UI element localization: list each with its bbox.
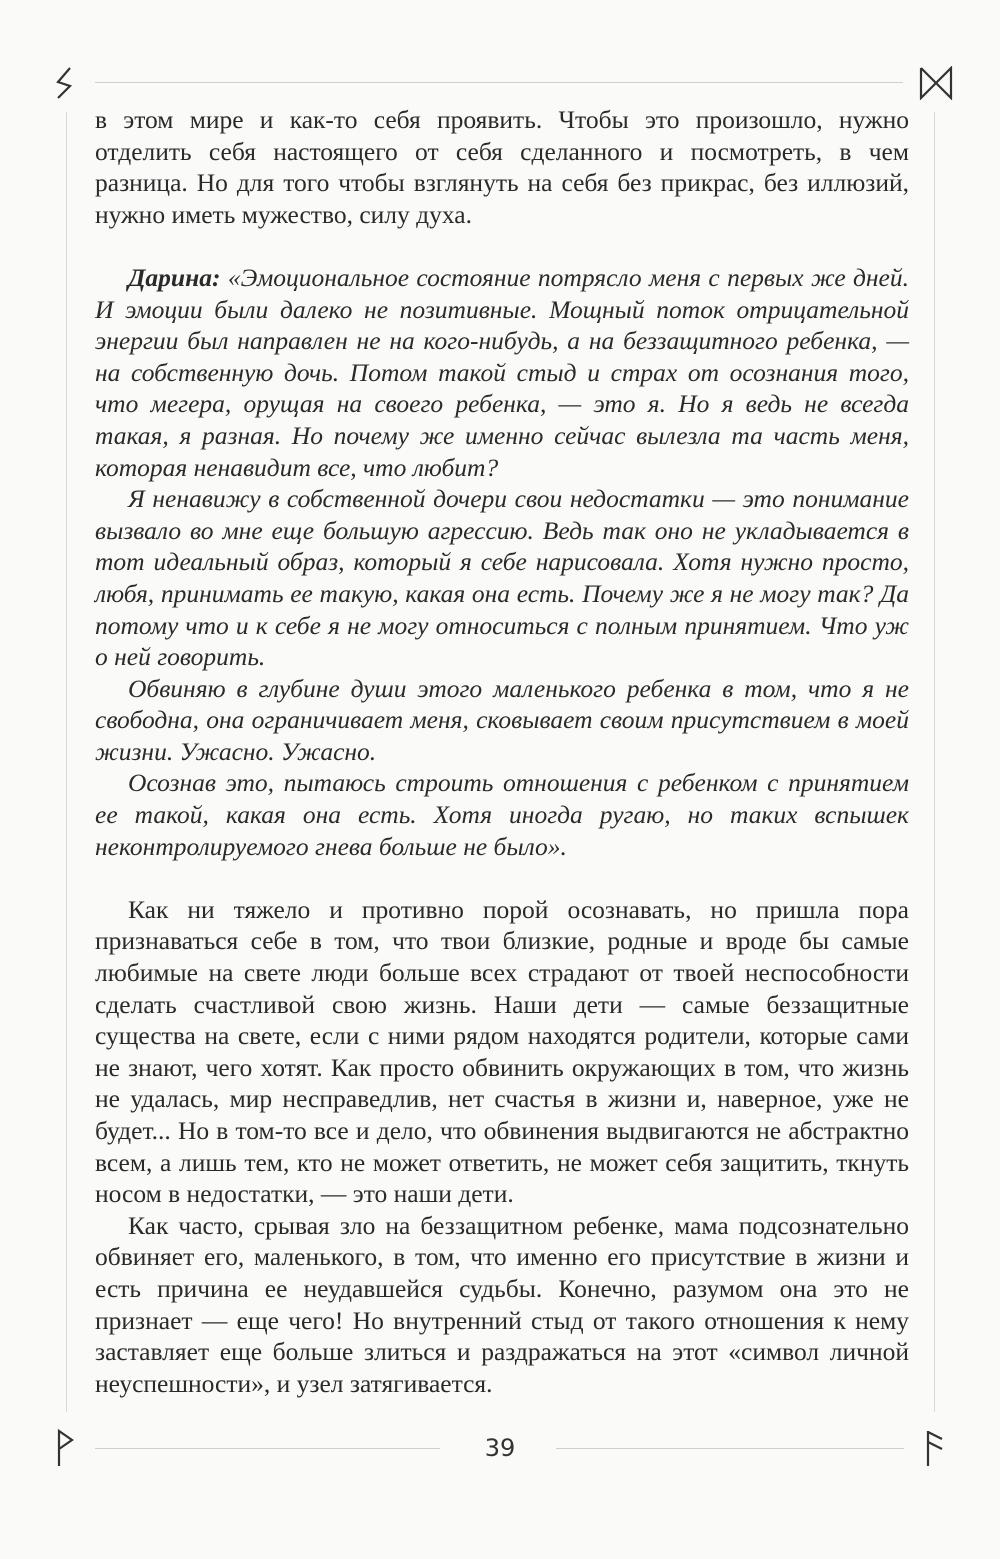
right-frame-line [934, 112, 935, 1412]
quote-paragraph: Обвиняю в глубине души этого маленького ребенка в том, что я не свободна, она ограничивает меня, сковывает своим присутствием в моей жизни. Ужасно. Ужасно. [95, 673, 909, 766]
body-paragraph: Как ни тяжело и противно порой осознавать, но пришла пора признаваться себе в том, что твои близкие, родные и вроде бы самые любимые на свете люди больше всех страдают от твоей неспособности сделать счастливой свою жизнь. Наши дети — самые беззащитные существа на свете, если с ними рядом находятся родители, которые сами не знают, чего хотят. Как просто обвинить окружающих в том, что жизнь не удалась, мир несправедлив, нет счастья в жизни и, наверное, уже не будет... Но в том-то все и дело, что обвинения выдвигаются не абстрактно всем, а лишь тем, кто не может ответить, не может себя защитить, ткнуть носом в недостатки, — это наши дети. [95, 894, 909, 1209]
spacer [95, 862, 909, 894]
body-paragraph: Как часто, срывая зло на беззащитном ребенке, мама подсознательно обвиняет его, маленького, в том, что именно его присутствие в жизни и есть причина ее неудавшейся судьбы. Конечно, разумом она это не признает — еще чего! Но внутренний стыд от такого отношения к нему заставляет еще больше злиться и раздражаться на этот «символ личной неуспешности», и узел затягивается. [95, 1210, 909, 1398]
ansuz-rune-icon [923, 1428, 947, 1468]
quote-paragraph: Осознав это, пытаюсь строить отношения с ребенком с принятием ее такой, какая она есть. Хотя иногда ругаю, но таких вспышек неконтролируемого гнева больше не было». [95, 768, 909, 861]
top-rule [95, 82, 903, 83]
quote-paragraph: Я ненавижу в собственной дочери свои недостатки — это понимание вызвало во мне еще большую агрессию. Ведь так оно не укладывается в тот идеальный образ, который я себе нарисовала. Хотя нужно просто, любя, принимать ее такую, какая она есть. Почему же я не могу так? Да потому что и к себе я не могу относиться с полным принятием. Что уж о ней говорить. [95, 484, 909, 672]
quote-paragraph [95, 262, 909, 483]
bottom-rule-right [556, 1448, 904, 1449]
raido-rune-icon [55, 1428, 77, 1468]
sowilo-rune-icon [52, 66, 76, 100]
spacer [95, 230, 909, 262]
bottom-rule-left [95, 1448, 440, 1449]
dagaz-rune-icon [918, 66, 954, 100]
speaker-name: Дарина: [128, 262, 221, 292]
page-text [95, 104, 909, 1399]
quote-text: «Эмоциональное состояние потрясло меня с первых же дней. И эмоции были далеко не позитивные. Мощный поток отрицательной энергии был направлен не на кого-нибудь, а на беззащитного ребенка, — на собственную дочь. Потом такой стыд и страх от осознания того, что мегера, орущая на своего ребенка, — это я. Но я ведь не всегда такая, я разная. Но почему же именно сейчас вылезла та часть меня, которая ненавидит все, что любит? [95, 262, 909, 482]
left-frame-line [66, 112, 67, 1412]
paragraph-continuation: в этом мире и как-то себя проявить. Чтобы это произошло, нужно отделить себя настоящего от себя сделанного и посмотреть, в чем разница. Но для того чтобы взглянуть на себя без прикрас, без иллюзий, нужно иметь мужество, силу духа. [95, 105, 909, 229]
page-number: 39 [484, 1434, 516, 1462]
